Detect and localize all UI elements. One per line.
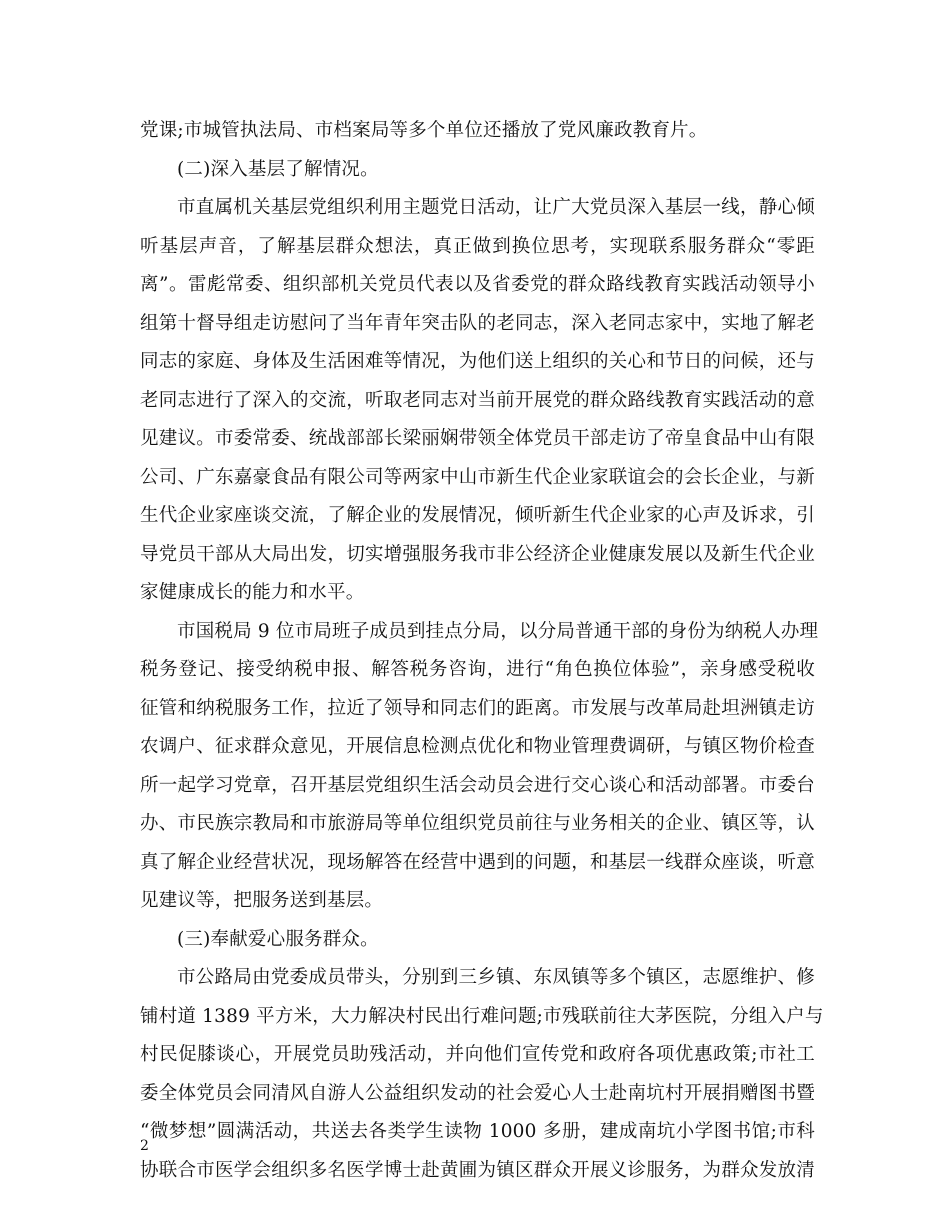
text-line: 导党员干部从大局出发，切实增强服务我市非公经济企业健康发展以及新生代企业: [140, 543, 815, 565]
text-line: 同志的家庭、身体及生活困难等情况，为他们送上组织的关心和节日的问候，还与: [140, 351, 815, 372]
text-line: 见建议。市委常委、统战部部长梁丽娴带领全体党员干部走访了帝皇食品中山有限: [140, 428, 815, 449]
text-line: 所一起学习党章，召开基层党组织生活会动员会进行交心谈心和活动部署。市委台: [140, 774, 815, 796]
text-line: 税务登记、接受纳税申报、解答税务咨询，进行“角色换位体验”，亲身感受税收: [140, 659, 815, 680]
text-line: 真了解企业经营状况，现场解答在经营中遇到的问题，和基层一线群众座谈，听意: [140, 851, 815, 873]
text-line: 铺村道 1389 平方米，大力解决村民出行难问题;市残联前往大茅医院，分组入户与: [140, 1005, 824, 1027]
text-line: 家健康成长的能力和水平。: [140, 582, 365, 603]
text-line: 公司、广东嘉豪食品有限公司等两家中山市新生代企业家联谊会的会长企业，与新: [140, 466, 815, 488]
text-line: 办、市民族宗教局和市旅游局等单位组织党员前往与业务相关的企业、镇区等，认: [140, 813, 815, 834]
text-line: (二)深入基层了解情况。: [177, 158, 379, 180]
text-line: 老同志进行了深入的交流，听取老同志对当前开展党的群众路线教育实践活动的意: [140, 389, 815, 411]
text-line: 市公路局由党委成员带头，分别到三乡镇、东凤镇等多个镇区，志愿维护、修: [177, 967, 815, 988]
page-number: 2: [140, 1138, 149, 1154]
text-line: 离”。雷彪常委、组织部机关党员代表以及省委党的群众路线教育实践活动领导小: [140, 274, 815, 295]
text-line: 市国税局 9 位市局班子成员到挂点分局，以分局普通干部的身份为纳税人办理: [177, 620, 819, 642]
text-line: “微梦想”圆满活动，共送去各类学生读物 1000 多册，建成南坑小学图书馆;市科: [140, 1121, 815, 1142]
text-line: 组第十督导组走访慰问了当年青年突击队的老同志，深入老同志家中，实地了解老: [140, 312, 815, 334]
text-line: 市直属机关基层党组织利用主题党日活动，让广大党员深入基层一线，静心倾: [177, 197, 815, 218]
text-line: 见建议等，把服务送到基层。: [140, 890, 384, 911]
text-line: 协联合市医学会组织多名医学博士赴黄圃为镇区群众开展义诊服务，为群众发放清: [140, 1159, 815, 1181]
text-line: 听基层声音，了解基层群众想法，真正做到换位思考，实现联系服务群众“零距: [140, 235, 815, 257]
document-body: [140, 112, 824, 1190]
text-line: 征管和纳税服务工作，拉近了领导和同志们的距离。市发展与改革局赴坦洲镇走访: [140, 697, 815, 719]
text-line: 村民促膝谈心，开展党员助残活动，并向他们宣传党和政府各项优惠政策;市社工: [140, 1044, 815, 1065]
text-line: 生代企业家座谈交流，了解企业的发展情况，倾听新生代企业家的心声及诉求，引: [140, 505, 815, 526]
text-line: 党课;市城管执法局、市档案局等多个单位还播放了党风廉政教育片。: [140, 120, 708, 141]
text-line: (三)奉献爱心服务群众。: [177, 928, 379, 950]
text-line: 农调户、征求群众意见，开展信息检测点优化和物业管理费调研，与镇区物价检查: [140, 736, 815, 757]
text-line: 委全体党员会同清风自游人公益组织发动的社会爱心人士赴南坑村开展捐赠图书暨: [140, 1082, 815, 1104]
